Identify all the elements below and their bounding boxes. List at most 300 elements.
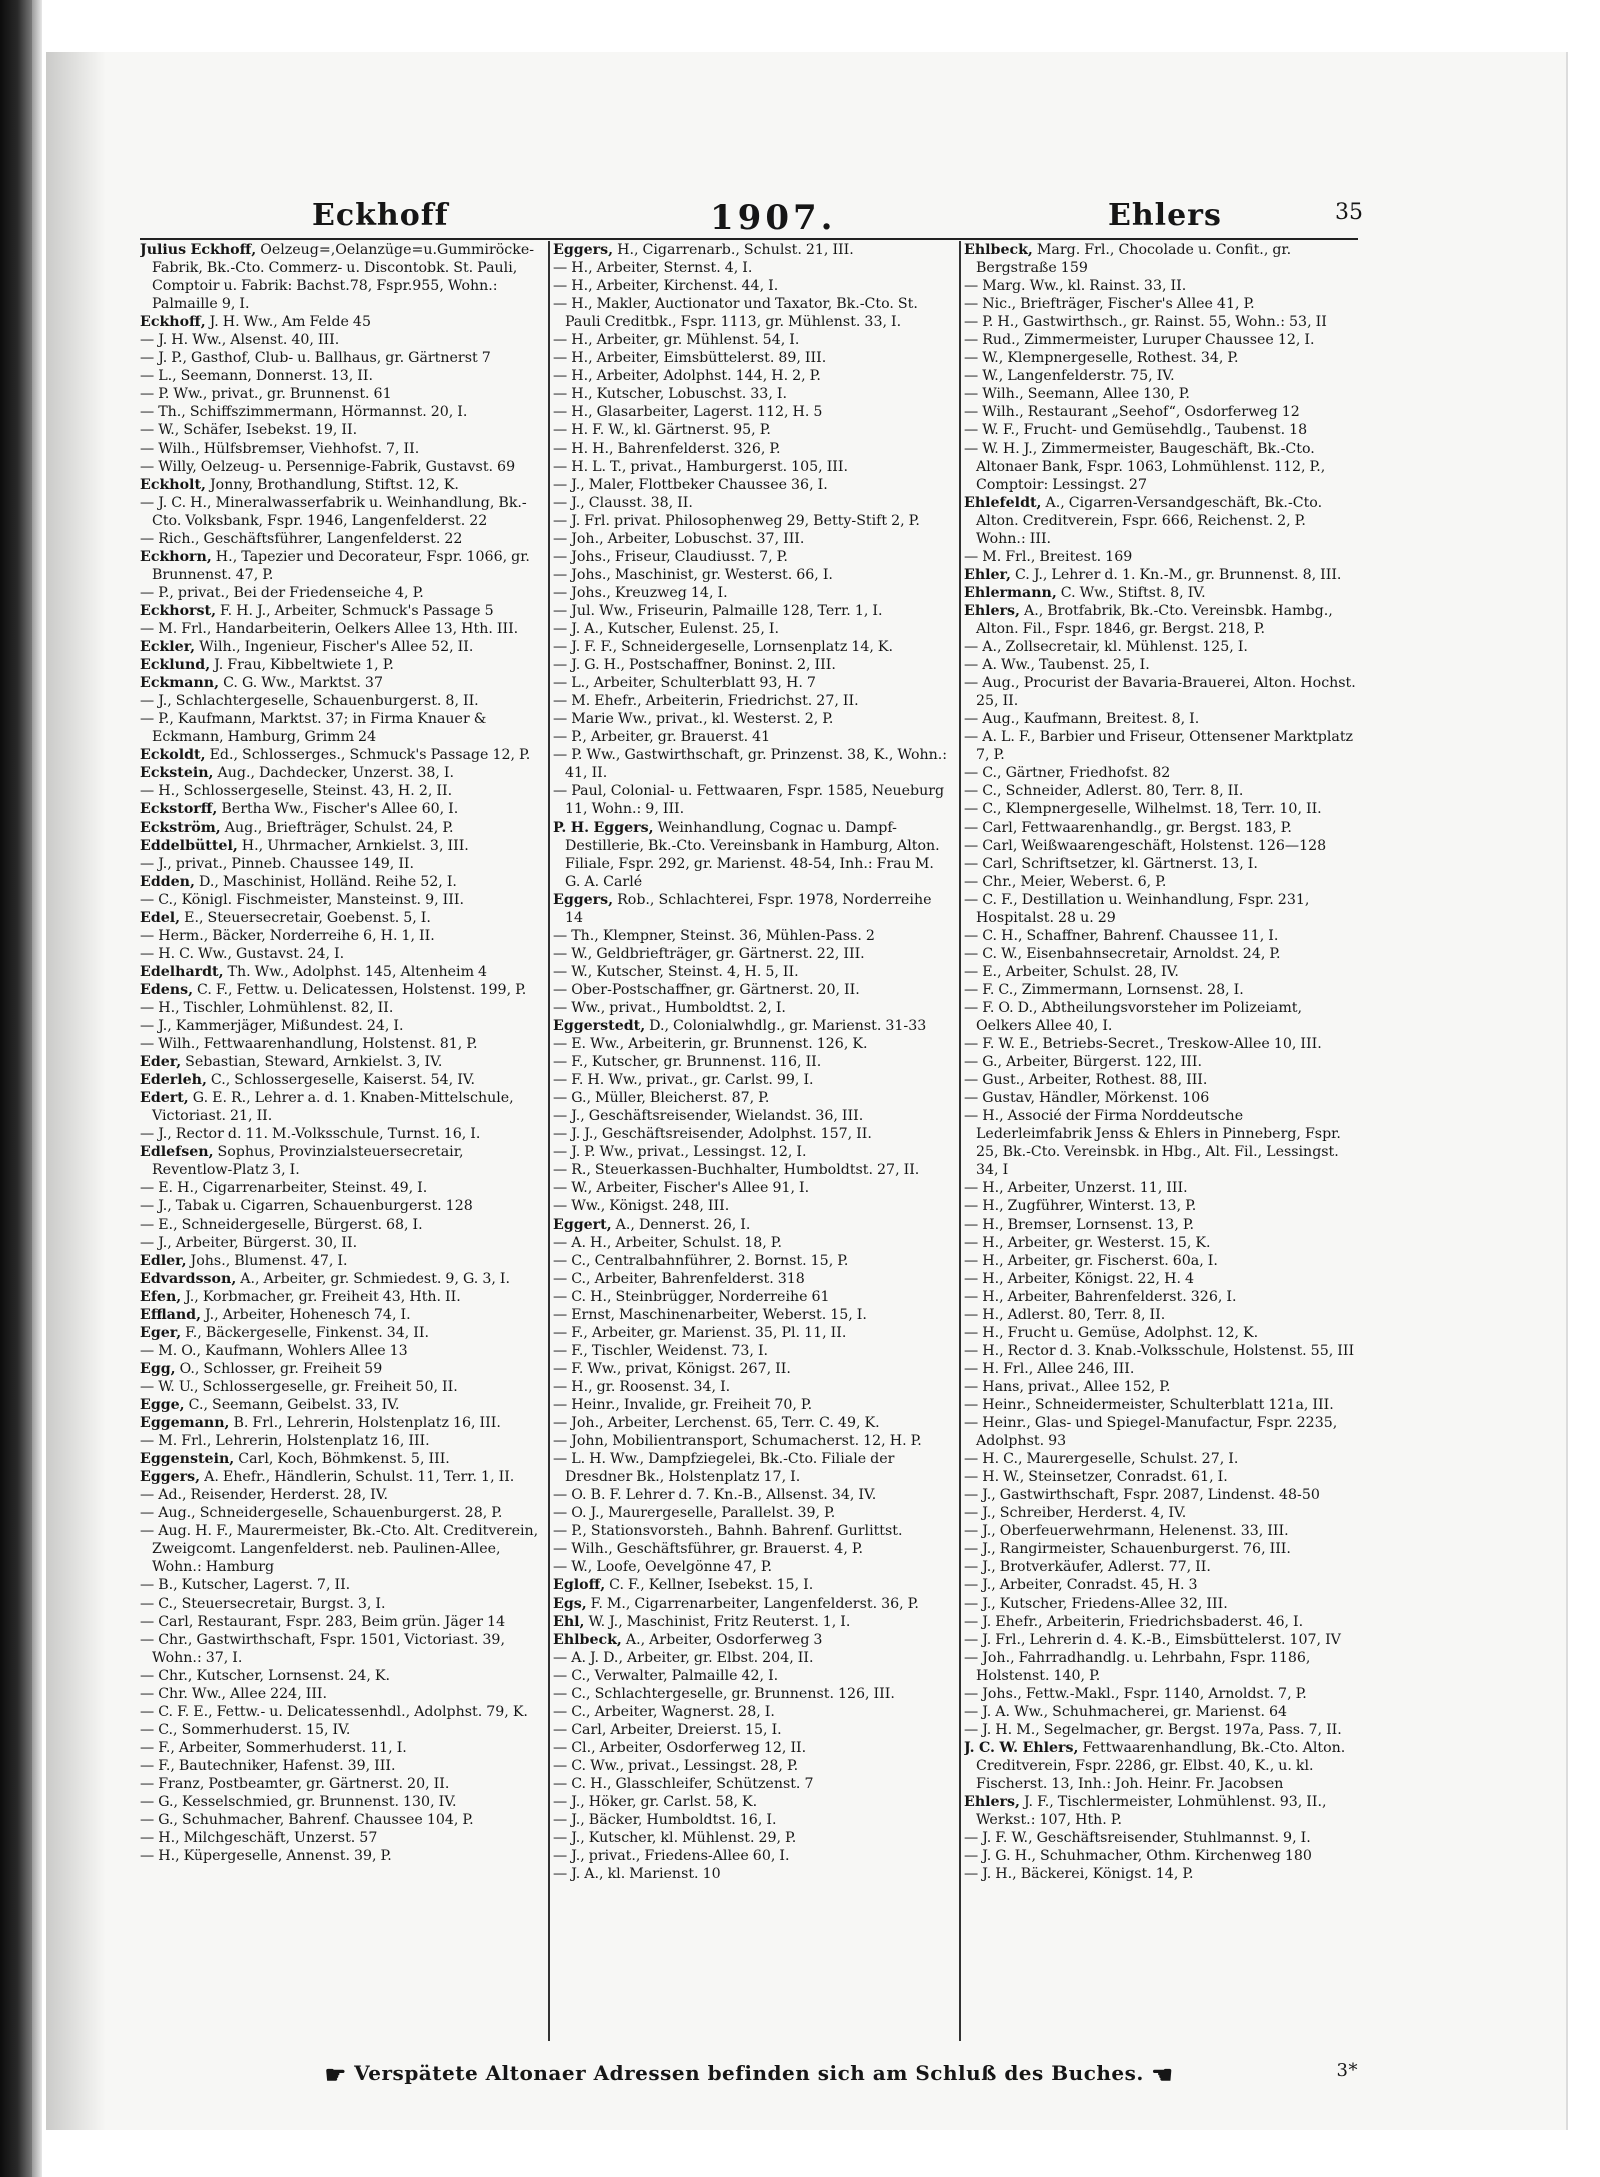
directory-entry <box>140 1829 540 1847</box>
entry-details: F., Bäckergeselle, Finkenst. 34, II. <box>181 1324 430 1341</box>
directory-entry <box>553 259 953 277</box>
directory-entry <box>553 1613 953 1631</box>
directory-entry <box>964 566 1358 584</box>
directory-entry <box>964 1197 1358 1215</box>
page-footer <box>140 2060 1358 2096</box>
entry-details: — J., Oberfeuerwehrmann, Helenenst. 33, III. <box>964 1523 1289 1540</box>
entry-details: — C. H., Schaffner, Bahrenf. Chaussee 11, I. <box>964 927 1279 944</box>
entry-details: — J. P., Gasthof, Club- u. Ballhaus, gr. Gärtnerst 7 <box>140 350 491 367</box>
directory-entry <box>140 873 540 891</box>
directory-entry <box>553 981 953 999</box>
directory-entry <box>964 494 1358 548</box>
entry-details: — A. J. D., Arbeiter, gr. Elbst. 204, II. <box>553 1649 814 1666</box>
directory-entry <box>964 349 1358 367</box>
entry-details: — H., Kutscher, Lobuschst. 33, I. <box>553 386 787 403</box>
entry-details: — M. Ehefr., Arbeiterin, Friedrichst. 27, II. <box>553 693 859 710</box>
entry-details: — W. F., Frucht- und Gemüsehdlg., Taubenst. 18 <box>964 422 1308 439</box>
directory-entry <box>553 891 953 927</box>
entry-details: — J., Kutscher, kl. Mühlenst. 29, P. <box>553 1830 797 1847</box>
directory-entry <box>140 1703 540 1721</box>
directory-entry <box>553 638 953 656</box>
directory-entry <box>964 367 1358 385</box>
entry-details: — Ober-Postschaffner, gr. Gärtnerst. 20, II. <box>553 981 860 998</box>
directory-entry <box>553 819 953 891</box>
entry-details: — H. W., Steinsetzer, Conradst. 61, I. <box>964 1469 1228 1486</box>
entry-details: A., Arbeiter, gr. Schmiedest. 9, G. 3, I. <box>236 1270 510 1287</box>
directory-entry <box>140 620 540 638</box>
entry-surname: Ehlers, <box>964 1794 1020 1811</box>
directory-entry <box>964 421 1358 439</box>
directory-entry <box>140 1252 540 1270</box>
directory-entry <box>964 728 1358 764</box>
directory-entry <box>140 349 540 367</box>
entry-details: Weinhandlung, Cognac u. Dampf-Destillerie, Bk.-Cto. Vereinsbank in Hamburg, Alton. Filiale, Fspr. 292, gr. Marienst. 48-54, Inh.: Frau M. G. A. Carlé <box>565 819 940 890</box>
entry-details: — W. U., Schlossergeselle, gr. Freiheit 50, II. <box>140 1378 458 1395</box>
directory-entry <box>140 1793 540 1811</box>
entry-details: — J. A., Kutscher, Eulenst. 25, I. <box>553 620 779 637</box>
entry-details: — J. A., kl. Marienst. 10 <box>553 1866 721 1883</box>
entry-surname: Ehlbeck, <box>553 1631 622 1648</box>
entry-details: — G., Arbeiter, Bürgerst. 122, III. <box>964 1054 1202 1071</box>
directory-entry <box>140 782 540 800</box>
directory-entry <box>140 819 540 837</box>
directory-entry <box>964 548 1358 566</box>
directory-entry <box>140 458 540 476</box>
entry-surname: Ehlbeck, <box>964 242 1033 258</box>
directory-entry <box>553 1234 953 1252</box>
directory-entry <box>553 530 953 548</box>
entry-details: H., Cigarrenarb., Schulst. 21, III. <box>613 242 854 258</box>
directory-entry <box>140 1143 540 1179</box>
entry-details: — W., Loofe, Oevelgönne 47, P. <box>553 1559 773 1576</box>
entry-surname: Efen, <box>140 1288 182 1305</box>
entry-details: A. Ehefr., Händlerin, Schulst. 11, Terr. 1, II. <box>200 1469 515 1486</box>
directory-entry <box>553 1703 953 1721</box>
entry-details: — H., Rector d. 3. Knab.-Volksschule, Holstenst. 55, III <box>964 1342 1355 1359</box>
directory-entry <box>964 1053 1358 1071</box>
entry-details: — Johs., Friseur, Claudiusst. 7, P. <box>553 548 788 565</box>
entry-details: J. H. Ww., Am Felde 45 <box>205 314 371 331</box>
book-spine-edge <box>32 0 42 2177</box>
entry-surname: Ehler, <box>964 566 1011 583</box>
directory-entry <box>553 1775 953 1793</box>
entry-details: — J., Arbeiter, Conradst. 45, H. 3 <box>964 1577 1198 1594</box>
directory-entry <box>553 566 953 584</box>
directory-entry <box>140 1685 540 1703</box>
entry-details: — H., Adlerst. 80, Terr. 8, II. <box>964 1306 1166 1323</box>
directory-entry <box>964 981 1358 999</box>
directory-entry <box>140 1342 540 1360</box>
entry-details: J., Korbmacher, gr. Freiheit 43, Hth. II. <box>181 1288 461 1305</box>
directory-entry <box>553 1089 953 1107</box>
directory-entry <box>553 1396 953 1414</box>
entry-details: C., Schlossergeselle, Kaiserst. 54, IV. <box>206 1072 476 1089</box>
entry-details: — H., Associé der Firma Norddeutsche Lederleimfabrik Jenss & Ehlers in Pinneberg, Fspr. 25, Bk.-Cto. Vereinsbk. in Hbg., Alt. Fil., Lessingst. 34, I <box>964 1108 1341 1179</box>
page-header <box>140 198 1363 238</box>
entry-details: — Wilh., Hülfsbremser, Viehhofst. 7, II. <box>140 440 420 457</box>
entry-details: — H., Zugführer, Winterst. 13, P. <box>964 1198 1197 1215</box>
entry-details: O., Schlosser, gr. Freiheit 59 <box>175 1360 383 1377</box>
entry-surname: Ehlers, <box>964 602 1020 619</box>
entry-details: — W., Kutscher, Steinst. 4, H. 5, II. <box>553 963 799 980</box>
directory-entry <box>553 1540 953 1558</box>
directory-entry <box>553 1793 953 1811</box>
directory-entry <box>964 1522 1358 1540</box>
entry-details: — H. L. T., privat., Hamburgerst. 105, III. <box>553 458 849 475</box>
entry-details: — F. C., Zimmermann, Lornsenst. 28, I. <box>964 981 1244 998</box>
entry-details: — Ernst, Maschinenarbeiter, Weberst. 15, I. <box>553 1306 867 1323</box>
entry-details: — J. H. M., Segelmacher, gr. Bergst. 197a, Pass. 7, II. <box>964 1721 1342 1738</box>
entry-details: C. F., Kellner, Isebekst. 15, I. <box>605 1577 814 1594</box>
entry-details: — Chr., Gastwirthschaft, Fspr. 1501, Victoriast. 39, Wohn.: 37, I. <box>140 1631 505 1666</box>
entry-surname: Eggers, <box>553 242 614 258</box>
directory-entry <box>964 440 1358 494</box>
entry-surname: Eger, <box>140 1324 182 1341</box>
directory-entry <box>553 1432 953 1450</box>
directory-entry <box>964 1234 1358 1252</box>
directory-entry <box>964 945 1358 963</box>
column-divider-1 <box>548 241 550 2041</box>
entry-details: — Cl., Arbeiter, Osdorferweg 12, II. <box>553 1739 807 1756</box>
entry-details: Johs., Blumenst. 47, I. <box>186 1252 348 1269</box>
entry-details: — H., Frucht u. Gemüse, Adolphst. 12, K. <box>964 1324 1259 1341</box>
entry-details: — J., Arbeiter, Bürgerst. 30, II. <box>140 1234 358 1251</box>
directory-entry <box>140 927 540 945</box>
entry-surname: Eckstein, <box>140 765 214 782</box>
entry-surname: Effland, <box>140 1306 202 1323</box>
entry-details: — E. Ww., Arbeiterin, gr. Brunnenst. 126, K. <box>553 1036 868 1053</box>
directory-entry <box>553 927 953 945</box>
directory-entry <box>964 1089 1358 1107</box>
directory-entry <box>140 1522 540 1576</box>
entry-details: A., Dennerst. 26, I. <box>611 1216 751 1233</box>
book-spine <box>0 0 32 2177</box>
directory-entry <box>964 819 1358 837</box>
entry-surname: Eder, <box>140 1054 182 1071</box>
directory-entry <box>140 1125 540 1143</box>
entry-details: — Rud., Zimmermeister, Luruper Chaussee 12, I. <box>964 332 1315 349</box>
entry-details: C. J., Lehrer d. 1. Kn.-M., gr. Brunnenst. 8, III. <box>1010 566 1342 583</box>
entry-details: — Heinr., Schneidermeister, Schulterblatt 121a, III. <box>964 1397 1334 1413</box>
directory-entry <box>140 1053 540 1071</box>
entry-details: — Wilh., Seemann, Allee 130, P. <box>964 386 1190 403</box>
entry-details: — B., Kutscher, Lagerst. 7, II. <box>140 1577 351 1594</box>
entry-details: — Aug. H. F., Maurermeister, Bk.-Cto. Alt. Creditverein, Zweigcomt. Langenfelderst. neb. Paulinen-Allee, Wohn.: Hamburg <box>140 1523 539 1576</box>
entry-details: C. Ww., Stiftst. 8, IV. <box>1056 584 1206 601</box>
directory-entry <box>140 1089 540 1125</box>
directory-entry <box>553 1576 953 1594</box>
entry-details: — J., Geschäftsreisender, Wielandst. 36, III. <box>553 1108 864 1125</box>
directory-entry <box>140 476 540 494</box>
directory-entry <box>964 1613 1358 1631</box>
directory-entry <box>553 1125 953 1143</box>
directory-entry <box>140 999 540 1017</box>
directory-entry <box>553 1486 953 1504</box>
entry-details: C., Seemann, Geibelst. 33, IV. <box>184 1397 400 1413</box>
entry-details: — L., Arbeiter, Schulterblatt 93, H. 7 <box>553 675 816 692</box>
entry-details: — J., privat., Pinneb. Chaussee 149, II. <box>140 855 415 872</box>
entry-details: — Chr., Kutscher, Lornsenst. 24, K. <box>140 1667 390 1684</box>
directory-entry <box>553 1649 953 1667</box>
directory-entry <box>140 1739 540 1757</box>
directory-entry <box>964 1486 1358 1504</box>
entry-details: Bertha Ww., Fischer's Allee 60, I. <box>217 801 459 818</box>
directory-column-2 <box>553 241 953 2041</box>
entry-details: — L. H. Ww., Dampfziegelei, Bk.-Cto. Filiale der Dresdner Bk., Holstenplatz 17, I. <box>553 1451 895 1486</box>
directory-entry <box>140 1396 540 1414</box>
directory-entry <box>140 421 540 439</box>
entry-details: Wilh., Ingenieur, Fischer's Allee 52, II. <box>195 639 474 656</box>
entry-details: — C., Steuersecretair, Burgst. 3, I. <box>140 1595 386 1612</box>
entry-details: — G., Müller, Bleicherst. 87, P. <box>553 1090 770 1107</box>
entry-details: — F. Ww., privat, Königst. 267, II. <box>553 1360 791 1377</box>
directory-entry <box>140 674 540 692</box>
entry-details: — J. Frl., Lehrerin d. 4. K.-B., Eimsbüttelerst. 107, IV <box>964 1631 1341 1648</box>
directory-entry <box>553 385 953 403</box>
directory-entry <box>553 494 953 512</box>
entry-details: — E., Schneidergeselle, Bürgerst. 68, I. <box>140 1216 423 1233</box>
entry-details: — R., Steuerkassen-Buchhalter, Humboldtst. 27, II. <box>553 1162 920 1179</box>
directory-entry <box>140 494 540 530</box>
entry-details: Rob., Schlachterei, Fspr. 1978, Norderreihe 14 <box>565 891 932 926</box>
entry-details: — H., Arbeiter, gr. Fischerst. 60a, I. <box>964 1252 1218 1269</box>
entry-details: — Marie Ww., privat., kl. Westerst. 2, P. <box>553 711 834 728</box>
entry-details: — Aug., Kaufmann, Breitest. 8, I. <box>964 711 1200 728</box>
entry-details: — J. H. Ww., Alsenst. 40, III. <box>140 332 340 349</box>
entry-details: — C., Centralbahnführer, 2. Bornst. 15, P. <box>553 1252 849 1269</box>
directory-entry <box>964 1595 1358 1613</box>
entry-details: — Paul, Colonial- u. Fettwaaren, Fspr. 1585, Neueburg 11, Wohn.: 9, III. <box>553 783 945 818</box>
directory-entry <box>553 728 953 746</box>
entry-details: Jonny, Brothandlung, Stiftst. 12, K. <box>205 476 459 493</box>
directory-entry <box>964 385 1358 403</box>
entry-details: — A., Zollsecretair, kl. Mühlenst. 125, I. <box>964 639 1248 656</box>
directory-entry <box>964 1847 1358 1865</box>
entry-details: — J. A. Ww., Schuhmacherei, gr. Marienst. 64 <box>964 1703 1288 1720</box>
directory-entry <box>964 1450 1358 1468</box>
directory-entry <box>964 1468 1358 1486</box>
entry-surname: Eckoldt, <box>140 747 206 764</box>
directory-entry <box>553 1811 953 1829</box>
entry-details: — Wilh., Geschäftsführer, gr. Brauerst. 4, P. <box>553 1541 864 1558</box>
entry-surname: Eckmann, <box>140 675 220 692</box>
pointing-hand-right-icon: ☚ <box>1151 2060 1174 2089</box>
entry-details: — C., Klempnergeselle, Wilhelmst. 18, Terr. 10, II. <box>964 801 1322 818</box>
entry-details: — C. H., Steinbrügger, Norderreihe 61 <box>553 1288 830 1305</box>
directory-entry <box>553 367 953 385</box>
directory-entry <box>964 782 1358 800</box>
directory-column-1 <box>140 241 540 2041</box>
entry-details: — H., Schlossergeselle, Steinst. 43, H. 2, II. <box>140 783 453 800</box>
directory-entry <box>140 1360 540 1378</box>
directory-entry <box>140 1757 540 1775</box>
directory-entry <box>553 1071 953 1089</box>
entry-details: — P., privat., Bei der Friedenseiche 4, P. <box>140 584 424 601</box>
directory-entry <box>553 476 953 494</box>
entry-details: — Ww., Königst. 248, III. <box>553 1198 730 1215</box>
directory-entry <box>140 1288 540 1306</box>
directory-entry <box>964 1107 1358 1179</box>
directory-entry <box>964 1703 1358 1721</box>
entry-details: — H., Arbeiter, gr. Mühlenst. 54, I. <box>553 332 800 349</box>
entry-details: — M. O., Kaufmann, Wohlers Allee 13 <box>140 1342 408 1359</box>
directory-entry <box>553 1035 953 1053</box>
directory-entry <box>553 1270 953 1288</box>
entry-surname: Eckstorff, <box>140 801 218 818</box>
entry-details: — P., Stationsvorsteh., Bahnh. Bahrenf. Gurlittst. <box>553 1523 903 1540</box>
entry-details: J. Frau, Kibbeltwiete 1, P. <box>210 657 394 674</box>
entry-details: — Carl, Weißwaarengeschäft, Holstenst. 126—128 <box>964 837 1327 854</box>
directory-entry <box>964 891 1358 927</box>
entry-details: — Aug., Schneidergeselle, Schauenburgerst. 28, P. <box>140 1505 503 1522</box>
directory-entry <box>553 1685 953 1703</box>
entry-details: — Heinr., Glas- und Spiegel-Manufactur, Fspr. 2235, Adolphst. 93 <box>964 1415 1338 1450</box>
directory-entry <box>140 584 540 602</box>
entry-details: — C. F., Destillation u. Weinhandlung, Fspr. 231, Hospitalst. 28 u. 29 <box>964 891 1310 926</box>
entry-details: F. M., Cigarrenarbeiter, Langenfelderst. 36, P. <box>586 1595 919 1612</box>
directory-entry <box>964 764 1358 782</box>
entry-surname: Ehlefeldt, <box>964 494 1042 511</box>
entry-details: — Herm., Bäcker, Norderreihe 6, H. 1, II. <box>140 927 435 944</box>
directory-entry <box>140 1197 540 1215</box>
entry-details: — F., Tischler, Weidenst. 73, I. <box>553 1342 769 1359</box>
entry-details: A., Cigarren-Versandgeschäft, Bk.-Cto. Alton. Creditverein, Fspr. 666, Reichenst. 2, P. Wohn.: III. <box>976 494 1323 547</box>
directory-entry <box>553 1667 953 1685</box>
entry-details: — M. Frl., Lehrerin, Holstenplatz 16, III. <box>140 1433 430 1450</box>
directory-entry <box>140 656 540 674</box>
entry-details: — J. F. W., Geschäftsreisender, Stuhlmannst. 9, I. <box>964 1830 1311 1847</box>
entry-details: — C. W., Eisenbahnsecretair, Arnoldst. 24, P. <box>964 945 1281 962</box>
entry-details: — J. G. H., Schuhmacher, Othm. Kirchenweg 180 <box>964 1848 1312 1865</box>
entry-surname: J. C. W. Ehlers, <box>964 1739 1079 1756</box>
entry-details: Fettwaarenhandlung, Bk.-Cto. Alton. Creditverein, Fspr. 2286, gr. Elbst. 40, K., u. kl. Fischerst. 13, Inh.: Joh. Heinr. Fr. Jacobsen <box>976 1739 1346 1792</box>
entry-details: — L., Seemann, Donnerst. 13, II. <box>140 368 374 385</box>
directory-entry <box>140 746 540 764</box>
directory-entry <box>140 1270 540 1288</box>
entry-surname: Edel, <box>140 909 181 926</box>
entry-details: — H., Küpergeselle, Annenst. 39, P. <box>140 1848 392 1865</box>
entry-details: — H., Milchgeschäft, Unzerst. 57 <box>140 1830 378 1847</box>
entry-surname: Egs, <box>553 1595 587 1612</box>
directory-entry <box>553 1107 953 1125</box>
entry-details: — J., Bäcker, Humboldtst. 16, I. <box>553 1812 777 1829</box>
entry-details: — F., Arbeiter, gr. Marienst. 35, Pl. 11, II. <box>553 1324 847 1341</box>
directory-entry <box>140 837 540 855</box>
directory-entry <box>553 349 953 367</box>
entry-details: Th. Ww., Adolphst. 145, Altenheim 4 <box>223 963 488 980</box>
entry-surname: Edden, <box>140 873 195 890</box>
directory-entry <box>964 1685 1358 1703</box>
entry-details: — H. C., Maurergeselle, Schulst. 27, I. <box>964 1451 1239 1468</box>
directory-entry <box>964 855 1358 873</box>
entry-details: — C. F. E., Fettw.- u. Delicatessenhdl., Adolphst. 79, K. <box>140 1703 528 1720</box>
directory-entry <box>553 421 953 439</box>
entry-details: — J., Kutscher, Friedens-Allee 32, III. <box>964 1595 1228 1612</box>
directory-entry <box>964 674 1358 710</box>
directory-entry <box>553 1450 953 1486</box>
directory-entry <box>140 313 540 331</box>
entry-details: — E., Arbeiter, Schulst. 28, IV. <box>964 963 1179 980</box>
directory-entry <box>140 1324 540 1342</box>
column-divider-2 <box>959 241 961 2041</box>
entry-details: — Chr., Meier, Weberst. 6, P. <box>964 873 1167 890</box>
entry-details: — F. H. Ww., privat., gr. Carlst. 99, I. <box>553 1072 814 1089</box>
directory-entry <box>140 1179 540 1197</box>
directory-entry <box>553 1360 953 1378</box>
entry-details: — J., Schlachtergeselle, Schauenburgerst. 8, II. <box>140 693 479 710</box>
entry-details: — Hans, privat., Allee 152, P. <box>964 1378 1171 1395</box>
directory-entry <box>964 313 1358 331</box>
directory-entry <box>140 367 540 385</box>
directory-entry <box>140 331 540 349</box>
directory-entry <box>553 548 953 566</box>
header-rule <box>140 238 1358 240</box>
directory-entry <box>553 458 953 476</box>
entry-details: — P. Ww., Gastwirthschaft, gr. Prinzenst. 38, K., Wohn.: 41, II. <box>553 747 948 782</box>
entry-surname: P. H. Eggers, <box>553 819 654 836</box>
directory-entry <box>964 1649 1358 1685</box>
directory-entry <box>140 530 540 548</box>
directory-entry <box>964 1396 1358 1414</box>
entry-details: G. E. R., Lehrer a. d. 1. Knaben-Mittelschule, Victoriast. 21, II. <box>152 1090 514 1125</box>
entry-details: — H., Arbeiter, gr. Westerst. 15, K. <box>964 1234 1211 1251</box>
entry-details: — H., Makler, Auctionator und Taxator, Bk.-Cto. St. Pauli Creditbk., Fspr. 1113, gr. Mühlenst. 33, I. <box>553 296 918 331</box>
directory-entry <box>553 1288 953 1306</box>
entry-details: — J., Maler, Flottbeker Chaussee 36, I. <box>553 476 828 493</box>
entry-details: — Franz, Postbeamter, gr. Gärtnerst. 20, II. <box>140 1775 450 1792</box>
directory-entry <box>140 1775 540 1793</box>
entry-details: — H., gr. Roosenst. 34, I. <box>553 1378 731 1395</box>
entry-surname: Edert, <box>140 1090 189 1107</box>
directory-entry <box>964 999 1358 1035</box>
directory-entry <box>140 1486 540 1504</box>
entry-details: — J., Rector d. 11. M.-Volksschule, Turnst. 16, I. <box>140 1126 481 1143</box>
directory-entry <box>553 1179 953 1197</box>
directory-entry <box>964 1252 1358 1270</box>
entry-details: — C., Verwalter, Palmaille 42, I. <box>553 1667 779 1684</box>
directory-entry <box>553 692 953 710</box>
directory-entry <box>553 746 953 782</box>
directory-entry <box>553 963 953 981</box>
entry-details: — A. L. F., Barbier und Friseur, Ottensener Marktplatz 7, P. <box>964 729 1354 764</box>
entry-details: — F. O. D., Abtheilungsvorsteher im Polizeiamt, Oelkers Allee 40, I. <box>964 999 1303 1035</box>
directory-entry <box>140 403 540 421</box>
entry-details: H., Tapezier und Decorateur, Fspr. 1066, gr. Brunnenst. 47, P. <box>152 548 530 583</box>
entry-details: C. F., Fettw. u. Delicatessen, Holstenst. 199, P. <box>193 981 527 998</box>
directory-entry <box>964 1270 1358 1288</box>
directory-entry <box>140 981 540 999</box>
entry-details: — C., Gärtner, Friedhofst. 82 <box>964 765 1171 782</box>
entry-details: — H., Arbeiter, Königst. 22, H. 4 <box>964 1270 1194 1287</box>
directory-entry <box>553 440 953 458</box>
entry-details: — J. H., Bäckerei, Königst. 14, P. <box>964 1866 1194 1883</box>
header-year: 1907. <box>710 198 837 238</box>
entry-details: — J. Frl. privat. Philosophenweg 29, Betty-Stift 2, P. <box>553 512 920 529</box>
directory-entry <box>964 1306 1358 1324</box>
directory-entry <box>964 656 1358 674</box>
directory-entry <box>964 1071 1358 1089</box>
entry-details: — C., Arbeiter, Wagnerst. 28, I. <box>553 1703 775 1720</box>
directory-column-3 <box>964 241 1358 2041</box>
entry-details: Aug., Briefträger, Schulst. 24, P. <box>220 819 454 836</box>
entry-details: — J., Tabak u. Cigarren, Schauenburgerst. 128 <box>140 1198 473 1215</box>
directory-entry <box>964 1342 1358 1360</box>
directory-entry <box>964 1721 1358 1739</box>
entry-details: — P. H., Gastwirthsch., gr. Rainst. 55, Wohn.: 53, II <box>964 314 1327 331</box>
entry-details: D., Maschinist, Holländ. Reihe 52, I. <box>194 873 457 890</box>
directory-entry <box>964 1378 1358 1396</box>
entry-details: — O. J., Maurergeselle, Parallelst. 39, P. <box>553 1505 836 1522</box>
